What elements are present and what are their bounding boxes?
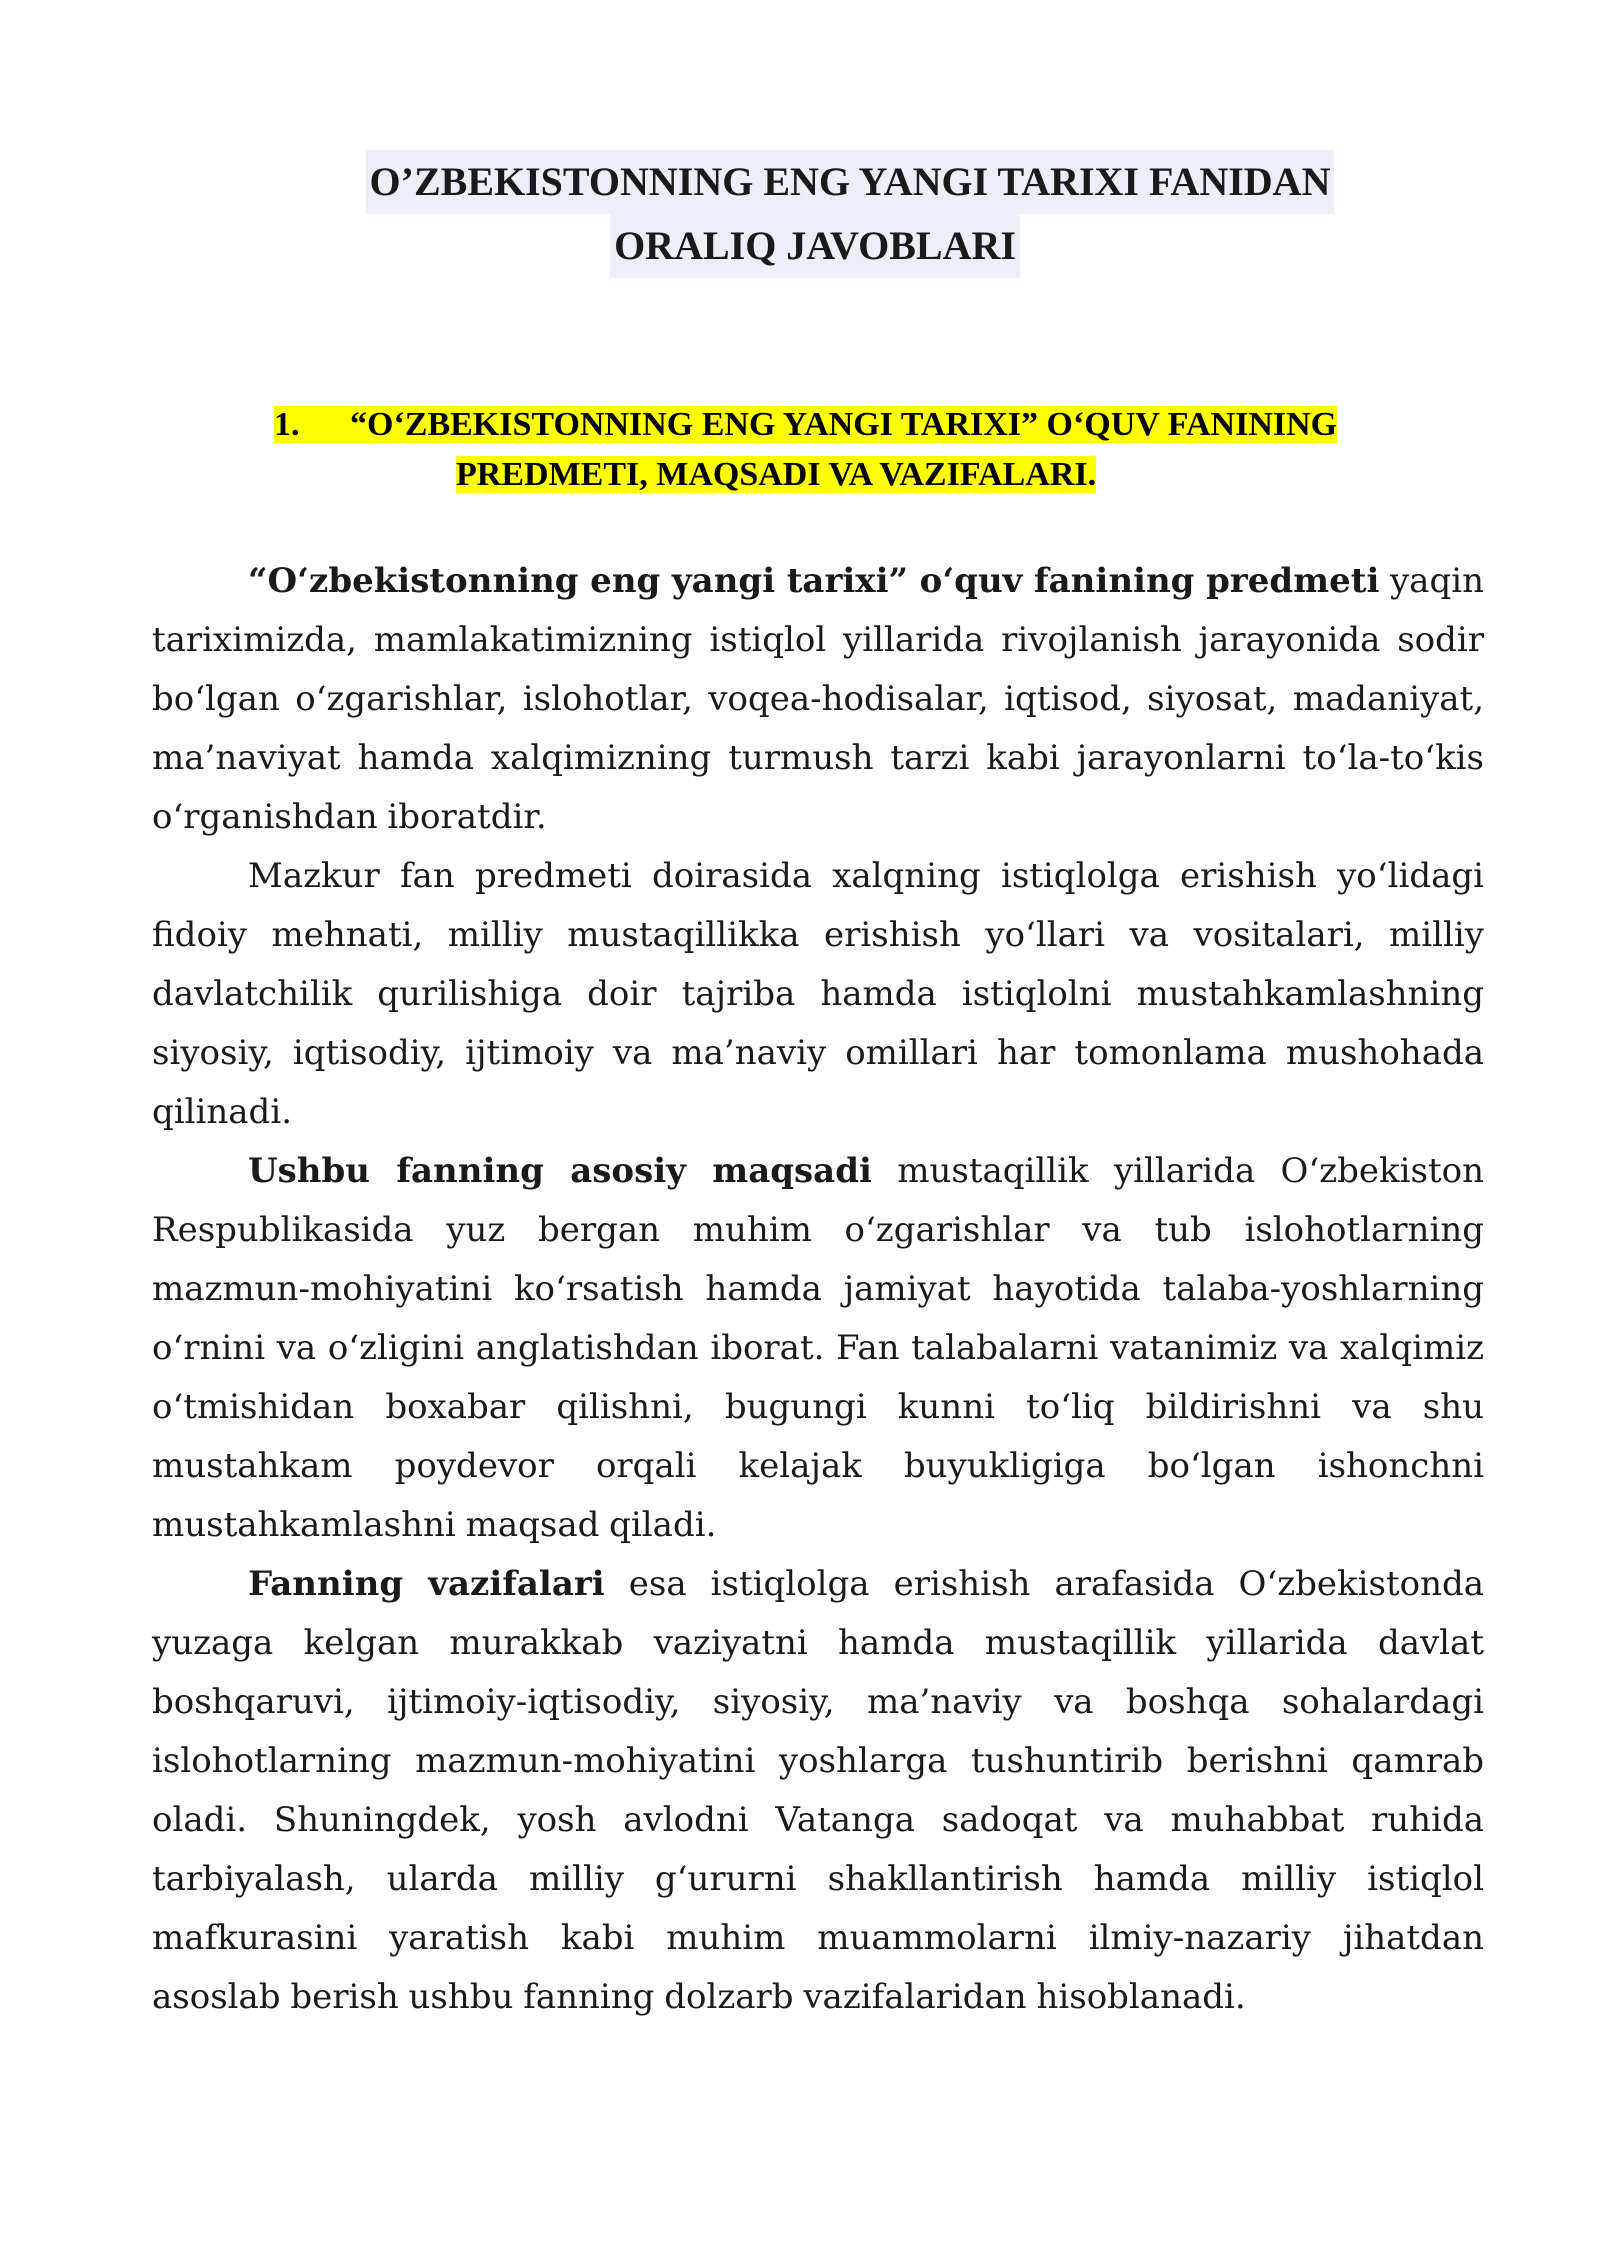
paragraph-text: esa istiqlolga erishish arafasida O‘zbekistonda yuzaga kelgan murakkab vaziyatni hamda mustaqillik yillarida davlat boshqaruvi, ijtimoiy-iqtisodiy, siyosiy, ma’naviy va boshqa sohalardagi islohotlarning mazmun-mohiyatini yoshlarga tushuntirib berishni qamrab oladi. Shuningdek, yosh avlodni Vatanga sadoqat va muhabbat ruhida tarbiyalash, ularda milliy g‘ururni shakllantirish hamda milliy istiqlol mafkurasini yaratish kabi muhim muammolarni ilmiy-nazariy jihatdan asoslab berish ushbu fanning dolzarb vazifalaridan hisoblanadi. <box>152 1564 1485 2017</box>
paragraph-text: yaqin tariximizda, mamlakatimizning istiqlol yillarida rivojlanish jarayonida sodir bo‘lgan o‘zgarishlar, islohotlar, voqea-hodisalar, iqtisod, siyosat, madaniyat, ma’naviyat hamda xalqimizning turmush tarzi kabi jarayonlarni to‘la-to‘kis o‘rganishdan iboratdir. <box>152 561 1484 837</box>
paragraph-maqsad <box>152 1142 1484 1555</box>
section-heading-line-1: “O‘ZBEKISTONNING ENG YANGI TARIXI” O‘QUV FANINING <box>350 406 1338 443</box>
document-title-line-1: O’ZBEKISTONNING ENG YANGI TARIXI FANIDAN <box>366 150 1335 214</box>
document-title <box>0 150 1600 278</box>
paragraph-doira <box>152 847 1484 1142</box>
section-heading-line-2: PREDMETI, MAQSADI VA VAZIFALARI. <box>456 456 1097 493</box>
paragraph-bold-lead: Fanning vazifalari <box>248 1564 605 1604</box>
section-heading <box>0 400 1600 500</box>
document-title-line-2: ORALIQ JAVOBLARI <box>610 214 1020 278</box>
paragraph-predmet <box>152 552 1484 847</box>
paragraph-bold-lead: Ushbu fanning asosiy maqsadi <box>248 1151 872 1191</box>
section-number: 1. <box>274 406 300 443</box>
paragraph-text: Mazkur fan predmeti doirasida xalqning istiqlolga erishish yo‘lidagi fidoiy mehnati, milliy mustaqillikka erishish yo‘llari va vositalari, milliy davlatchilik qurilishiga doir tajriba hamda istiqlolni mustahkamlashning siyosiy, iqtisodiy, ijtimoiy va ma’naviy omillari har tomonlama mushohada qilinadi. <box>152 856 1484 1132</box>
paragraph-vazifalar <box>152 1555 1484 2027</box>
paragraph-bold-lead: “O‘zbekistonning eng yangi tarixi” o‘quv fanining predmeti <box>248 561 1380 601</box>
document-body <box>152 552 1484 2027</box>
paragraph-text: mustaqillik yillarida O‘zbekiston Respublikasida yuz bergan muhim o‘zgarishlar va tub islohotlarning mazmun-mohiyatini ko‘rsatish hamda jamiyat hayotida talaba-yoshlarning o‘rnini va o‘zligini anglatishdan iborat. Fan talabalarni vatanimiz va xalqimiz o‘tmishidan boxabar qilishni, bugungi kunni to‘liq bildirishni va shu mustahkam poydevor orqali kelajak buyukligiga bo‘lgan ishonchni mustahkamlashni maqsad qiladi. <box>152 1151 1484 1545</box>
